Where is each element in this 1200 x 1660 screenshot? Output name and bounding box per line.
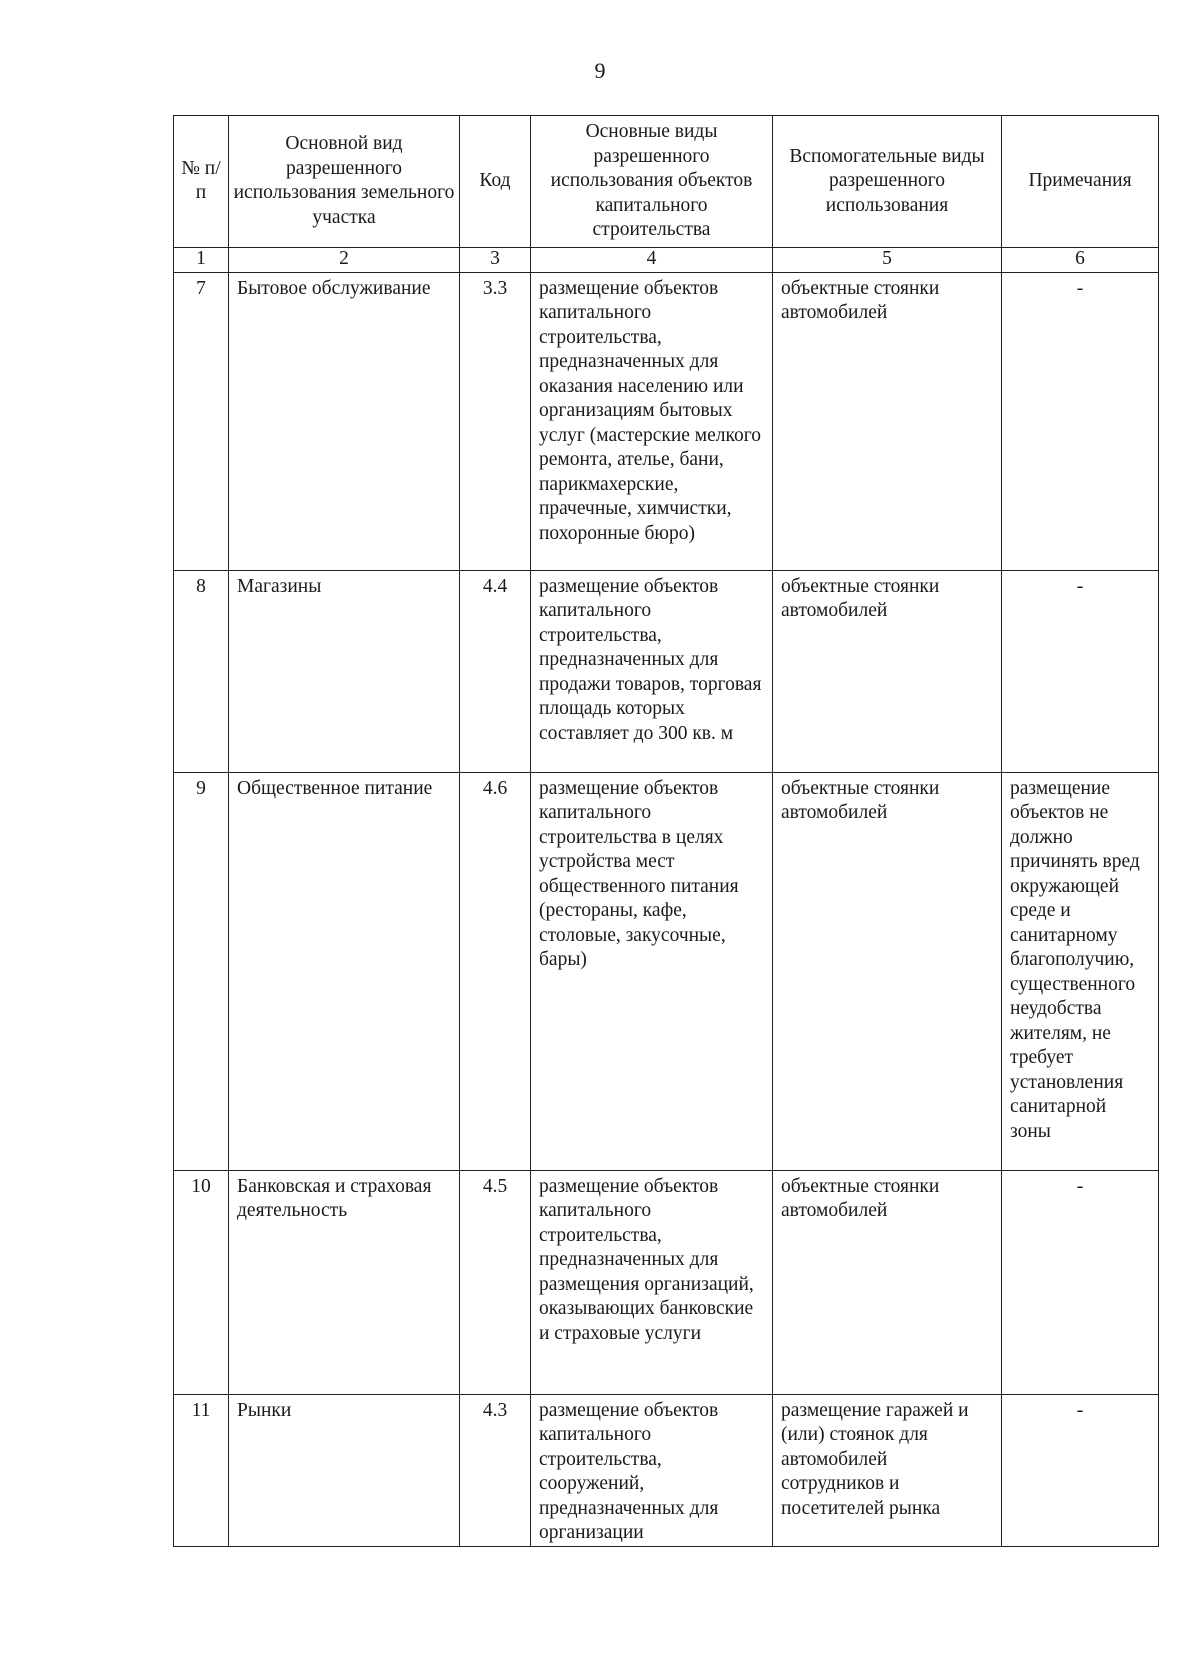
row-number: 11	[174, 1394, 229, 1546]
code-cell: 4.3	[460, 1394, 531, 1546]
table-row	[174, 772, 1159, 1170]
row-number: 8	[174, 570, 229, 772]
table-row	[174, 272, 1159, 570]
column-number: 4	[531, 247, 773, 272]
code-cell: 4.5	[460, 1170, 531, 1394]
main-objects-cell: размещение объектов капитального строительства, предназначенных для продажи товаров, торговая площадь которых составляет до 300 кв. м	[531, 570, 773, 772]
aux-use-cell: объектные стоянки автомобилей	[773, 272, 1002, 570]
notes-cell: -	[1002, 570, 1159, 772]
main-objects-cell: размещение объектов капитального строительства в целях устройства мест общественного питания (рестораны, кафе, столовые, закусочные, бары)	[531, 772, 773, 1170]
main-objects-cell: размещение объектов капитального строительства, сооружений, предназначенных для организации	[531, 1394, 773, 1546]
row-number: 10	[174, 1170, 229, 1394]
aux-use-cell: объектные стоянки автомобилей	[773, 1170, 1002, 1394]
code-cell: 4.6	[460, 772, 531, 1170]
aux-use-cell: размещение гаражей и (или) стоянок для автомобилей сотрудников и посетителей рынка	[773, 1394, 1002, 1546]
header-main-use: Основной вид разрешенного использования земельного участка	[229, 116, 460, 248]
notes-cell: размещение объектов не должно причинять вред окружающей среде и санитарному благополучию, существенного неудобства жителям, не требует установления санитарной зоны	[1002, 772, 1159, 1170]
main-use-cell: Магазины	[229, 570, 460, 772]
row-number: 7	[174, 272, 229, 570]
header-main-objects: Основные виды разрешенного использования объектов капитального строительства	[531, 116, 773, 248]
column-number: 6	[1002, 247, 1159, 272]
table-row	[174, 1170, 1159, 1394]
header-num: № п/п	[174, 116, 229, 248]
aux-use-cell: объектные стоянки автомобилей	[773, 772, 1002, 1170]
aux-use-cell: объектные стоянки автомобилей	[773, 570, 1002, 772]
header-aux: Вспомогательные виды разрешенного использования	[773, 116, 1002, 248]
main-objects-cell: размещение объектов капитального строительства, предназначенных для оказания населению или организациям бытовых услуг (мастерские мелкого ремонта, ателье, бани, парикмахерские, прачечные, химчистки, похоронные бюро)	[531, 272, 773, 570]
header-code: Код	[460, 116, 531, 248]
notes-cell: -	[1002, 272, 1159, 570]
column-number: 1	[174, 247, 229, 272]
main-use-cell: Бытовое обслуживание	[229, 272, 460, 570]
header-notes: Примечания	[1002, 116, 1159, 248]
column-number-row	[174, 247, 1159, 272]
code-cell: 3.3	[460, 272, 531, 570]
notes-cell: -	[1002, 1170, 1159, 1394]
notes-cell: -	[1002, 1394, 1159, 1546]
main-use-cell: Рынки	[229, 1394, 460, 1546]
column-number: 5	[773, 247, 1002, 272]
column-number: 2	[229, 247, 460, 272]
page-number: 9	[594, 58, 606, 83]
main-use-cell: Банковская и страховая деятельность	[229, 1170, 460, 1394]
column-number: 3	[460, 247, 531, 272]
table-header-row	[174, 116, 1159, 248]
code-cell: 4.4	[460, 570, 531, 772]
table-row	[174, 570, 1159, 772]
row-number: 9	[174, 772, 229, 1170]
main-objects-cell: размещение объектов капитального строительства, предназначенных для размещения организаций, оказывающих банковские и страховые услуги	[531, 1170, 773, 1394]
land-use-table	[173, 115, 1159, 1547]
main-use-cell: Общественное питание	[229, 772, 460, 1170]
table-row	[174, 1394, 1159, 1546]
